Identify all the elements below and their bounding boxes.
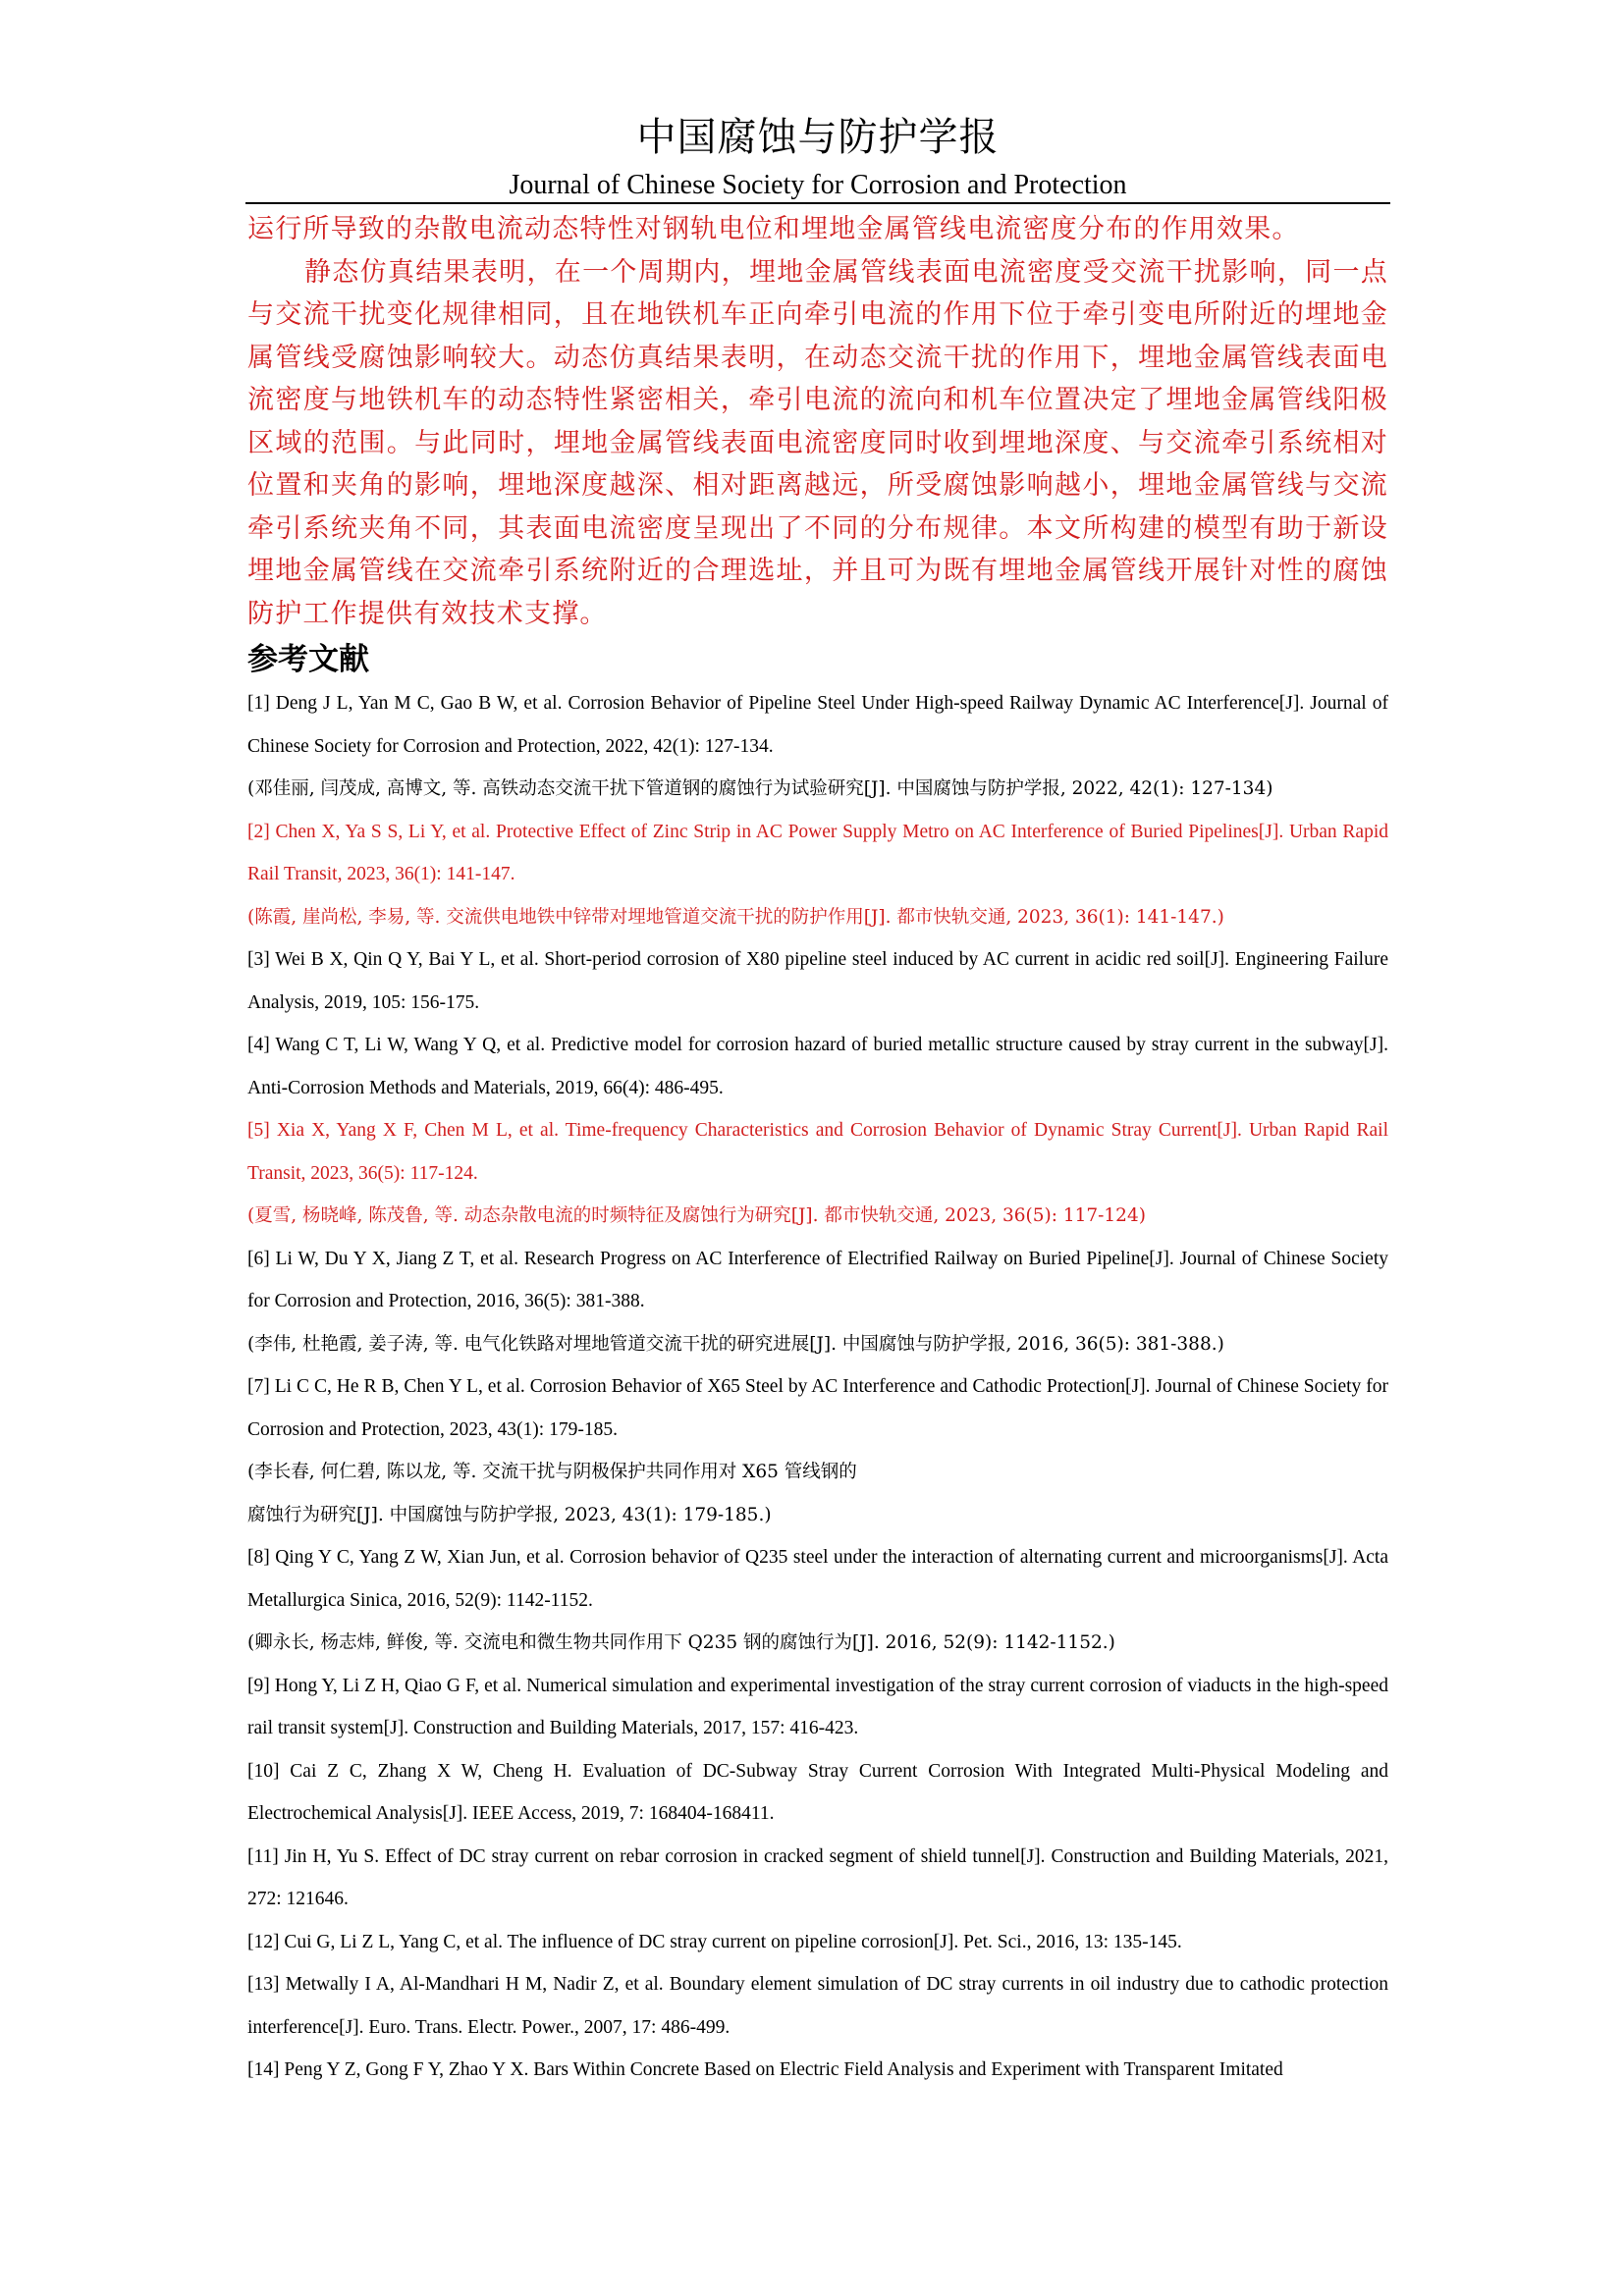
reference-translation: (卿永长, 杨志炜, 鲜俊, 等. 交流电和微生物共同作用下 Q235 钢的腐蚀行为[J]. 2016, 52(9): 1142-1152.) (247, 1632, 1115, 1653)
reference-item: [6] Li W, Du Y X, Jiang Z T, et al. Research Progress on AC Interference of Electrified Railway on Buried Pipeline[J]. Journal of Chinese Society for Corrosion and Protection, 2016, 36(5): 381-388. (247, 1248, 1388, 1311)
reference-translation: (夏雪, 杨晓峰, 陈茂鲁, 等. 动态杂散电流的时频特征及腐蚀行为研究[J]. 都市快轨交通, 2023, 36(5): 117-124) (247, 1205, 1146, 1226)
reference-item: [1] Deng J L, Yan M C, Gao B W, et al. Corrosion Behavior of Pipeline Steel Under High-speed Railway Dynamic AC Interference[J]. Journal of Chinese Society for Corrosion and Protection, 2022, 42(1): 127-134. (247, 693, 1388, 757)
references-heading: 参考文献 (247, 642, 369, 677)
reference-item: [14] Peng Y Z, Gong F Y, Zhao Y X. Bars Within Concrete Based on Electric Field Analysis and Experiment with Transparent Imitated (247, 2059, 1283, 2080)
reference-item: [4] Wang C T, Li W, Wang Y Q, et al. Predictive model for corrosion hazard of buried metallic structure caused by stray current in the subway[J]. Anti-Corrosion Methods and Materials, 2019, 66(4): 486-495. (247, 1035, 1388, 1098)
reference-translation: (李长春, 何仁碧, 陈以龙, 等. 交流干扰与阴极保护共同作用对 X65 管线钢的 (247, 1462, 857, 1482)
reference-list (247, 682, 1388, 2092)
reference-item: [13] Metwally I A, Al-Mandhari H M, Nadir Z, et al. Boundary element simulation of DC stray currents in oil industry due to cathodic protection interference[J]. Euro. Trans. Electr. Power., 2007, 17: 486-499. (247, 1974, 1388, 2038)
conclusion-paragraph: 静态仿真结果表明，在一个周期内，埋地金属管线表面电流密度受交流干扰影响，同一点与交流干扰变化规律相同，且在地铁机车正向牵引电流的作用下位于牵引变电所附近的埋地金属管线受腐蚀影响较大。动态仿真结果表明，在动态交流干扰的作用下，埋地金属管线表面电流密度与地铁机车的动态特性紧密相关，牵引电流的流向和机车位置决定了埋地金属管线阳极区域的范围。与此同时，埋地金属管线表面电流密度同时收到埋地深度、与交流牵引系统相对位置和夹角的影响，埋地深度越深、相对距离越远，所受腐蚀影响越小，埋地金属管线与交流牵引系统夹角不同，其表面电流密度呈现出了不同的分布规律。本文所构建的模型有助于新设埋地金属管线在交流牵引系统附近的合理选址，并且可为既有埋地金属管线开展针对性的腐蚀防护工作提供有效技术支撑。 (247, 256, 1388, 629)
article-body (247, 208, 1388, 2092)
reference-item: [5] Xia X, Yang X F, Chen M L, et al. Time-frequency Characteristics and Corrosion Behavior of Dynamic Stray Current[J]. Urban Rapid Rail Transit, 2023, 36(5): 117-124. (247, 1120, 1388, 1184)
journal-title-en: Journal of Chinese Society for Corrosion and Protection (509, 170, 1127, 200)
reference-translation: (邓佳丽, 闫茂成, 高博文, 等. 高铁动态交流干扰下管道钢的腐蚀行为试验研究[J]. 中国腐蚀与防护学报, 2022, 42(1): 127-134) (247, 778, 1273, 799)
reference-item: [2] Chen X, Ya S S, Li Y, et al. Protective Effect of Zinc Strip in AC Power Supply Metro on AC Interference of Buried Pipelines[J]. Urban Rapid Rail Transit, 2023, 36(1): 141-147. (247, 821, 1388, 884)
reference-item: [7] Li C C, He R B, Chen Y L, et al. Corrosion Behavior of X65 Steel by AC Interference and Cathodic Protection[J]. Journal of Chinese Society for Corrosion and Protection, 2023, 43(1): 179-185. (247, 1376, 1388, 1440)
reference-item: [12] Cui G, Li Z L, Yang C, et al. The influence of DC stray current on pipeline corrosion[J]. Pet. Sci., 2016, 13: 135-145. (247, 1931, 1182, 1952)
conclusion-paragraph-continued: 运行所导致的杂散电流动态特性对钢轨电位和埋地金属管线电流密度分布的作用效果。 (247, 214, 1300, 244)
reference-item: [3] Wei B X, Qin Q Y, Bai Y L, et al. Short-period corrosion of X80 pipeline steel induced by AC current in acidic red soil[J]. Engineering Failure Analysis, 2019, 105: 156-175. (247, 949, 1388, 1013)
reference-item: [9] Hong Y, Li Z H, Qiao G F, et al. Numerical simulation and experimental investigation of the stray current corrosion of viaducts in the high-speed rail transit system[J]. Construction and Building Materials, 2017, 157: 416-423. (247, 1675, 1388, 1738)
reference-translation: 腐蚀行为研究[J]. 中国腐蚀与防护学报, 2023, 43(1): 179-185.) (247, 1504, 772, 1525)
header-rule (245, 202, 1390, 204)
reference-translation: (李伟, 杜艳霞, 姜子涛, 等. 电气化铁路对埋地管道交流干扰的研究进展[J]. 中国腐蚀与防护学报, 2016, 36(5): 381-388.) (247, 1333, 1224, 1355)
journal-title-cn: 中国腐蚀与防护学报 (636, 115, 1000, 160)
reference-item: [11] Jin H, Yu S. Effect of DC stray current on rebar corrosion in cracked segment of shield tunnel[J]. Construction and Building Materials, 2021, 272: 121646. (247, 1845, 1388, 1909)
page-header (245, 112, 1390, 202)
reference-item: [8] Qing Y C, Yang Z W, Xian Jun, et al. Corrosion behavior of Q235 steel under the interaction of alternating current and microorganisms[J]. Acta Metallurgica Sinica, 2016, 52(9): 1142-1152. (247, 1547, 1388, 1611)
reference-translation: (陈霞, 崖尚松, 李易, 等. 交流供电地铁中锌带对埋地管道交流干扰的防护作用[J]. 都市快轨交通, 2023, 36(1): 141-147.) (247, 906, 1224, 928)
reference-item: [10] Cai Z C, Zhang X W, Cheng H. Evaluation of DC-Subway Stray Current Corrosion With Integrated Multi-Physical Modeling and Electrochemical Analysis[J]. IEEE Access, 2019, 7: 168404-168411. (247, 1760, 1388, 1824)
